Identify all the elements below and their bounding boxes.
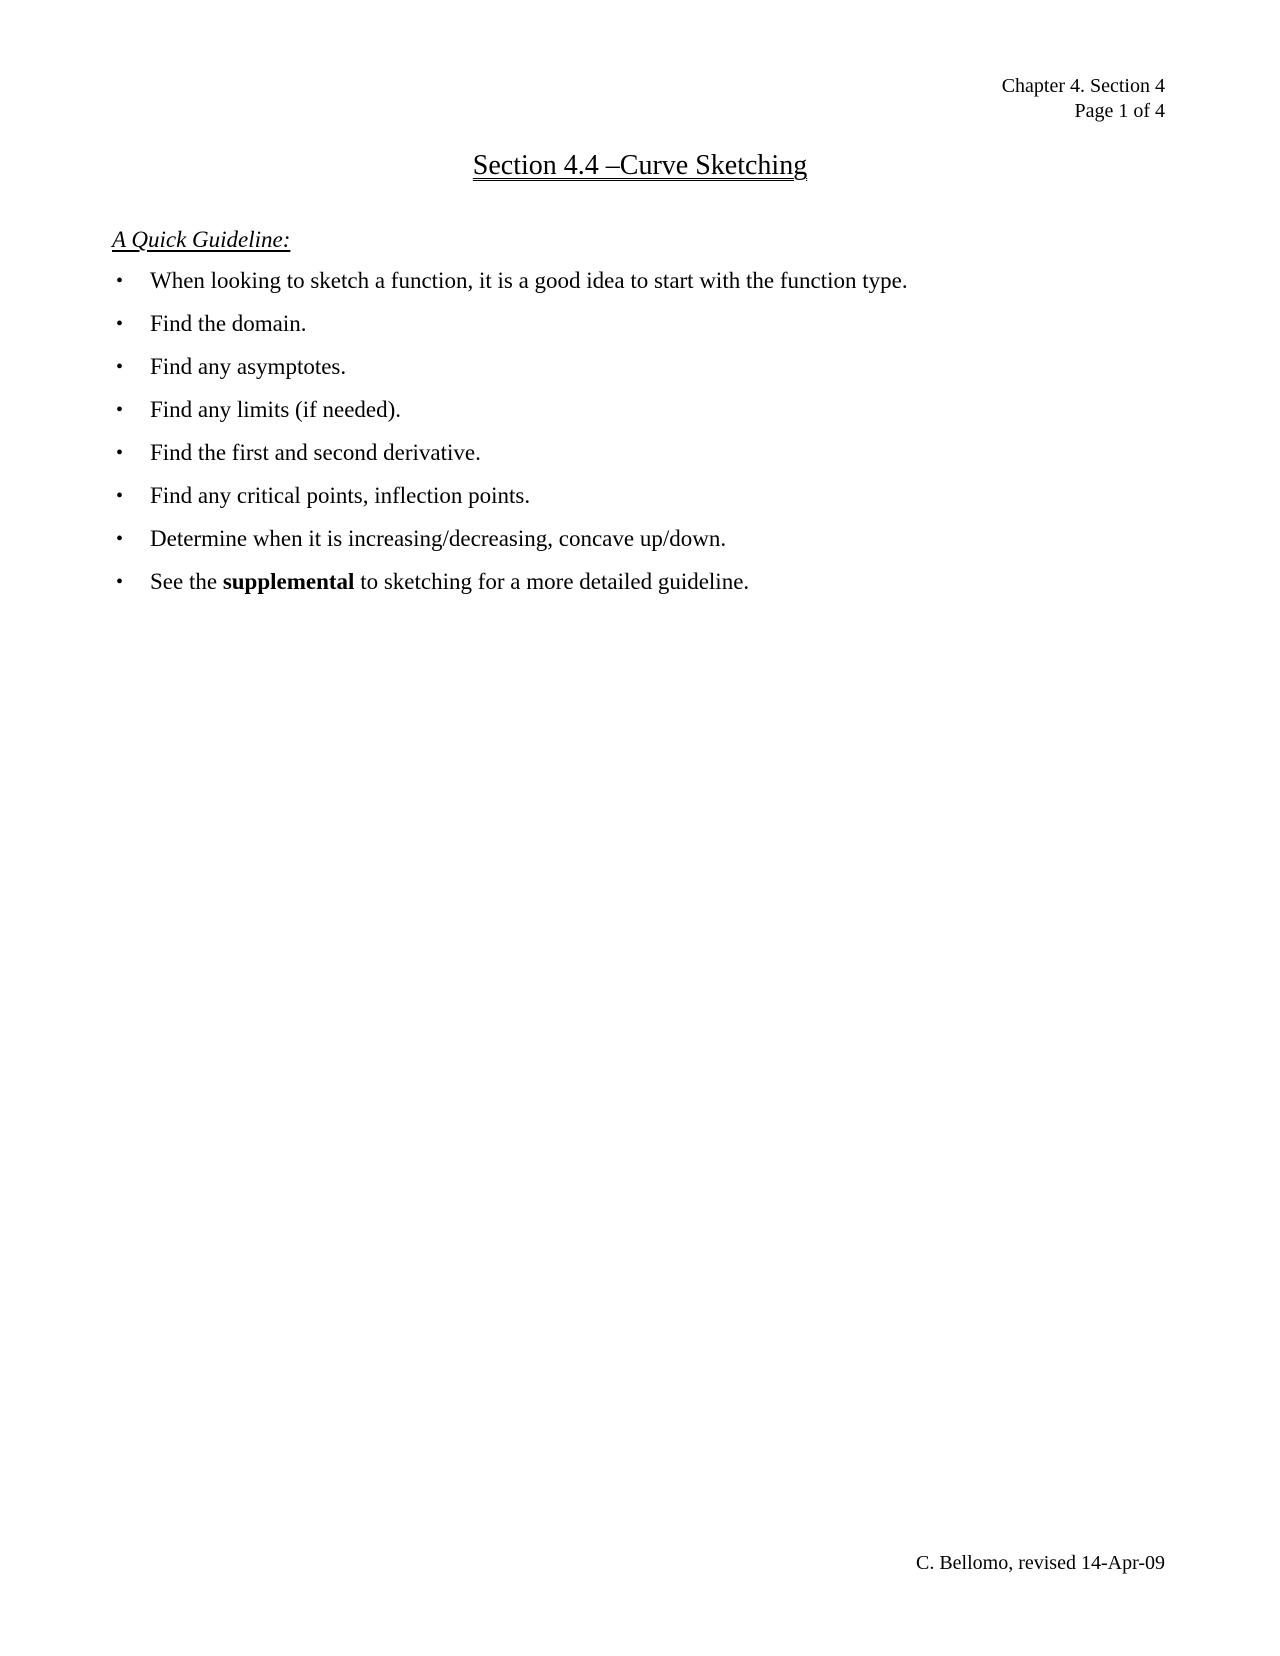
bullet-icon: •: [116, 270, 124, 292]
bullet-icon: •: [116, 571, 124, 593]
page-number-label: Page 1 of 4: [1074, 100, 1165, 122]
list-item-text: Find any critical points, inflection points.: [150, 483, 531, 508]
page-title: [0, 149, 1280, 183]
bullet-icon: •: [116, 442, 124, 464]
list-item-text: Find the domain.: [150, 311, 307, 336]
list-item-text: When looking to sketch a function, it is a good idea to start with the function type.: [150, 268, 908, 293]
supplemental-emphasis: supplemental: [222, 569, 355, 594]
page-header: [1002, 74, 1165, 124]
supplemental-suffix: to sketching for a more detailed guideline.: [354, 569, 750, 594]
list-item-text: Find any limits (if needed).: [150, 397, 402, 422]
chapter-section-label: Chapter 4. Section 4: [1001, 75, 1165, 97]
list-item-text: Determine when it is increasing/decreasing, concave up/down.: [150, 526, 727, 551]
list-item-text: Find any asymptotes.: [150, 354, 347, 379]
bullet-icon: •: [116, 313, 124, 335]
bullet-icon: •: [116, 356, 124, 378]
bullet-icon: •: [116, 485, 124, 507]
guideline-subheading: A Quick Guideline:: [112, 227, 291, 252]
bullet-icon: •: [116, 399, 124, 421]
page-footer: C. Bellomo, revised 14-Apr-09: [915, 1552, 1165, 1574]
supplemental-prefix: See the: [150, 569, 223, 594]
list-item-text: Find the first and second derivative.: [150, 440, 481, 465]
page-title-text: Section 4.4 –Curve Sketching: [472, 150, 808, 181]
bullet-icon: •: [116, 528, 124, 550]
list-item-text: [150, 567, 749, 597]
